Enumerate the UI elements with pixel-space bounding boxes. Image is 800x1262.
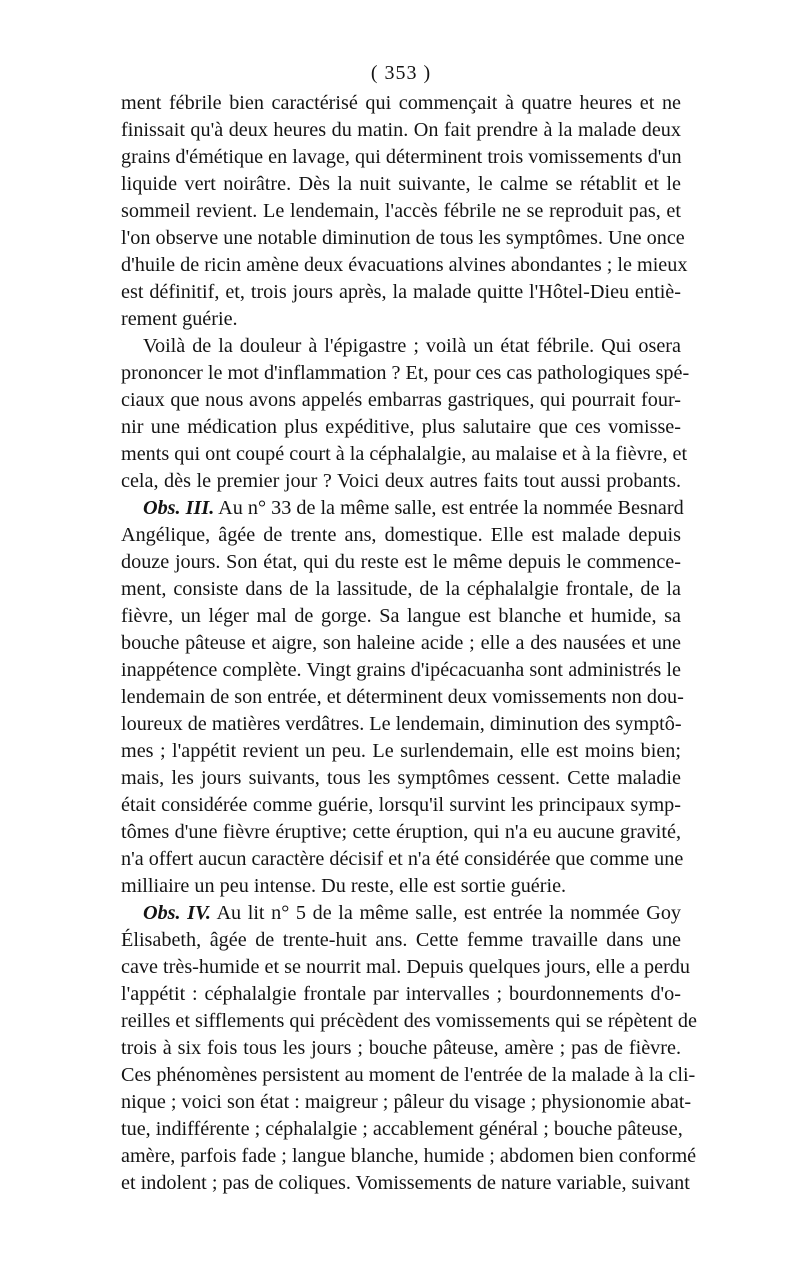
text-line: liquide vert noirâtre. Dès la nuit suivante, le calme se rétablit et le	[121, 173, 681, 195]
text-line: Angélique, âgée de trente ans, domestique. Elle est malade depuis	[121, 524, 681, 546]
text-line: était considérée comme guérie, lorsqu'il survint les principaux symp-	[121, 794, 681, 816]
text-line: sommeil revient. Le lendemain, l'accès fébrile ne se reproduit pas, et	[121, 200, 681, 222]
text-line: reilles et sifflements qui précèdent des vomissements qui se répètent de	[121, 1010, 697, 1032]
text-line: loureux de matières verdâtres. Le lendemain, diminution des symptô-	[121, 713, 682, 735]
text-line: ciaux que nous avons appelés embarras gastriques, qui pourrait four-	[121, 389, 681, 411]
text-line: amère, parfois fade ; langue blanche, humide ; abdomen bien conformé	[121, 1145, 697, 1167]
observation-label: Obs. IV.	[143, 902, 211, 924]
text-line: finissait qu'à deux heures du matin. On fait prendre à la malade deux	[121, 119, 681, 141]
text-line: rement guérie.	[121, 308, 238, 330]
text-line-remainder: Au lit n° 5 de la même salle, est entrée la nommée Goy	[210, 902, 682, 924]
text-line: milliaire un peu intense. Du reste, elle est sortie guérie.	[121, 875, 567, 897]
text-line: est définitif, et, trois jours après, la malade quitte l'Hôtel-Dieu entiè-	[121, 281, 681, 303]
text-line: douze jours. Son état, qui du reste est le même depuis le commence-	[121, 551, 681, 573]
text-line	[121, 900, 681, 927]
observation-label: Obs. III.	[143, 497, 215, 519]
paragraph-observation-4	[121, 900, 697, 1197]
text-line: tômes d'une fièvre éruptive; cette éruption, qui n'a eu aucune gravité,	[121, 821, 681, 843]
page-number: ( 353 )	[370, 62, 432, 84]
text-line: bouche pâteuse et aigre, son haleine acide ; elle a des nausées et une	[121, 632, 681, 654]
text-line: trois à six fois tous les jours ; bouche pâteuse, amère ; pas de fièvre.	[121, 1037, 681, 1059]
text-line: ments qui ont coupé court à la céphalalgie, au malaise et à la fièvre, et	[121, 443, 688, 465]
text-line: n'a offert aucun caractère décisif et n'a été considérée que comme une	[121, 848, 684, 870]
text-line: Voilà de la douleur à l'épigastre ; voilà un état fébrile. Qui osera	[143, 335, 681, 357]
text-line: nique ; voici son état : maigreur ; pâleur du visage ; physionomie abat-	[121, 1091, 692, 1113]
text-line: cela, dès le premier jour ? Voici deux autres faits tout aussi probants.	[121, 470, 681, 492]
text-line: fièvre, un léger mal de gorge. Sa langue est blanche et humide, sa	[121, 605, 681, 627]
text-line: Élisabeth, âgée de trente-huit ans. Cette femme travaille dans une	[121, 929, 681, 951]
text-line: tue, indifférente ; céphalalgie ; accablement général ; bouche pâteuse,	[121, 1118, 683, 1140]
text-line: ment fébrile bien caractérisé qui commençait à quatre heures et ne	[121, 92, 681, 114]
text-line: mais, les jours suivants, tous les symptômes cessent. Cette maladie	[121, 767, 681, 789]
text-line: l'appétit : céphalalgie frontale par intervalles ; bourdonnements d'o-	[121, 983, 681, 1005]
text-line: cave très-humide et se nourrit mal. Depuis quelques jours, elle a perdu	[121, 956, 690, 978]
text-line-remainder: Au n° 33 de la même salle, est entrée la nommée Besnard	[214, 497, 684, 519]
paragraph-case-conclusion	[121, 90, 688, 333]
text-line: ment, consiste dans de la lassitude, de la céphalalgie frontale, de la	[121, 578, 681, 600]
text-line: et indolent ; pas de coliques. Vomissements de nature variable, suivant	[121, 1172, 690, 1194]
text-line: l'on observe une notable diminution de tous les symptômes. Une once	[121, 227, 685, 249]
text-line: grains d'émétique en lavage, qui déterminent trois vomissements d'un	[121, 146, 682, 168]
text-line: nir une médication plus expéditive, plus salutaire que ces vomisse-	[121, 416, 681, 438]
paragraph-commentary	[121, 333, 690, 495]
text-line: inappétence complète. Vingt grains d'ipécacuanha sont administrés le	[121, 659, 681, 681]
text-line: mes ; l'appétit revient un peu. Le surlendemain, elle est moins bien;	[121, 740, 681, 762]
book-page	[121, 60, 697, 1197]
text-line	[121, 495, 684, 522]
text-line: d'huile de ricin amène deux évacuations alvines abondantes ; le mieux	[121, 254, 688, 276]
paragraph-observation-3	[121, 495, 684, 900]
text-line: prononcer le mot d'inflammation ? Et, pour ces cas pathologiques spé-	[121, 362, 690, 384]
text-line: Ces phénomènes persistent au moment de l'entrée de la malade à la cli-	[121, 1064, 696, 1086]
text-line: lendemain de son entrée, et déterminent deux vomissements non dou-	[121, 686, 684, 708]
